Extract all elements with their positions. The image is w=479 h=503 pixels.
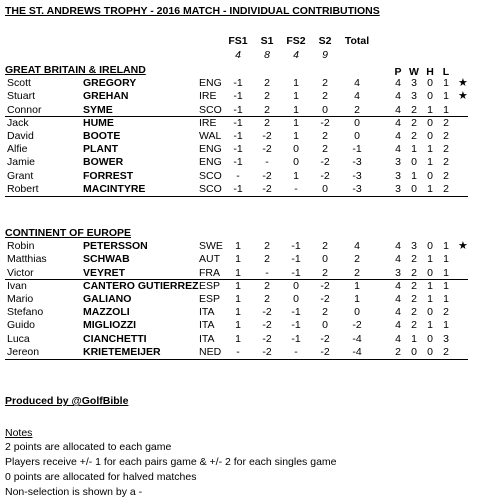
player-last-name: MAZZOLI [83,306,130,319]
score-s2: 2 [322,143,328,156]
player-last-name: VEYRET [83,266,126,279]
record-w: 3 [411,90,417,103]
team-name: GREAT BRITAIN & IRELAND [5,64,146,76]
record-l: 1 [443,319,449,332]
record-h: 1 [427,103,433,116]
score-total: -3 [352,182,362,195]
score-fs2: 1 [293,77,299,90]
page-title: THE ST. ANDREWS TROPHY - 2016 MATCH - INDIVIDUAL CONTRIBUTIONS [5,5,380,17]
record-w: 2 [411,279,417,292]
score-fs1: -1 [233,103,243,116]
player-country: ENG [199,156,222,169]
player-country: SCO [199,169,222,182]
record-l: 2 [443,156,449,169]
session-header: S1 [260,35,274,47]
record-w: 3 [411,77,417,90]
record-w: 1 [411,169,417,182]
record-l: 1 [443,240,449,253]
record-p: 2 [395,345,401,358]
score-fs2: -1 [291,253,301,266]
score-fs2: 0 [293,143,299,156]
player-country: ENG [199,143,222,156]
score-total: -2 [352,319,362,332]
row-divider [5,116,468,117]
player-first-name: Matthias [7,253,47,266]
score-s1: 2 [264,293,270,305]
score-s2: 2 [322,130,328,142]
row-divider [5,196,468,197]
star-icon: ★ [458,77,468,90]
score-s1: -2 [262,143,272,156]
player-last-name: BOOTE [83,130,121,142]
score-fs2: 1 [293,103,299,116]
record-l: 2 [443,169,449,182]
player-country: NED [199,345,222,358]
score-fs1: -1 [233,90,243,103]
score-s1: -2 [262,345,272,358]
session-games: 4 [235,49,241,61]
record-p: 3 [395,182,401,195]
player-first-name: Ivan [7,279,27,292]
record-h: 0 [427,345,433,358]
score-total: 4 [354,90,360,103]
player-first-name: Robert [7,182,39,195]
player-first-name: Victor [7,266,34,279]
score-fs2: 0 [293,293,299,305]
record-h: 0 [427,332,433,345]
score-s1: 2 [264,116,270,129]
record-w: 1 [411,143,417,156]
score-s2: -2 [320,345,330,358]
record-p: 4 [395,103,401,116]
player-last-name: CIANCHETTI [83,332,147,345]
record-h: 0 [427,169,433,182]
note-line: 2 points are allocated to each game [5,441,172,453]
record-p: 4 [395,116,401,129]
record-header: L [442,66,450,78]
record-header: W [409,66,419,78]
session-header: FS2 [286,35,306,47]
player-first-name: Scott [7,77,31,90]
score-total: 2 [354,266,360,279]
score-s2: 0 [322,182,328,195]
player-country: IRE [199,90,217,103]
player-country: SCO [199,103,222,116]
score-total: 1 [354,279,360,292]
player-first-name: Guido [7,319,36,332]
score-s2: -2 [320,332,330,345]
record-h: 1 [427,293,433,305]
player-last-name: GALIANO [83,293,132,305]
score-s1: -2 [262,306,272,319]
player-first-name: Alfie [7,143,28,156]
score-s1: 2 [264,253,270,266]
record-l: 1 [443,279,449,292]
score-total: 1 [354,293,360,305]
record-header: H [426,66,434,78]
player-first-name: Jack [7,116,29,129]
record-l: 2 [443,130,449,142]
record-p: 3 [395,169,401,182]
score-s1: -2 [262,130,272,142]
score-fs1: -1 [233,116,243,129]
score-total: -4 [352,332,362,345]
session-games: 4 [293,49,299,61]
record-w: 0 [411,345,417,358]
record-h: 0 [427,90,433,103]
score-s1: -2 [262,332,272,345]
record-l: 2 [443,116,449,129]
player-first-name: Luca [7,332,30,345]
score-fs1: -1 [233,77,243,90]
record-w: 2 [411,319,417,332]
record-h: 1 [427,156,433,169]
score-total: 4 [354,77,360,90]
star-icon: ★ [458,90,468,103]
player-first-name: Robin [7,240,35,253]
score-fs2: 0 [293,279,299,292]
player-last-name: PETERSSON [83,240,148,253]
record-l: 2 [443,306,449,319]
row-divider [5,359,468,360]
score-total: -4 [352,345,362,358]
record-w: 0 [411,182,417,195]
score-s2: 2 [322,77,328,90]
score-fs2: 1 [293,116,299,129]
score-fs1: - [236,169,240,182]
score-s1: 2 [264,279,270,292]
score-s1: -2 [262,182,272,195]
score-s2: -2 [320,169,330,182]
player-country: SWE [199,240,223,253]
record-p: 3 [395,266,401,279]
player-last-name: SYME [83,103,113,116]
score-s1: -2 [262,169,272,182]
record-l: 1 [443,293,449,305]
row-divider [5,279,468,280]
score-s2: 0 [322,319,328,332]
session-header: S2 [318,35,332,47]
score-s2: -2 [320,116,330,129]
score-total: 0 [354,306,360,319]
player-last-name: CANTERO GUTIERREZ [83,279,199,292]
record-h: 0 [427,130,433,142]
player-first-name: Connor [7,103,42,116]
record-h: 0 [427,240,433,253]
record-p: 4 [395,130,401,142]
score-fs1: 1 [235,279,241,292]
player-first-name: Stefano [7,306,44,319]
score-fs1: -1 [233,143,243,156]
score-fs1: - [236,345,240,358]
notes-heading: Notes [5,427,33,439]
team-name: CONTINENT OF EUROPE [5,227,132,239]
score-fs1: 1 [235,332,241,345]
player-first-name: Stuart [7,90,36,103]
record-w: 2 [411,266,417,279]
record-p: 4 [395,319,401,332]
player-last-name: KRIETEMEIJER [83,345,161,358]
record-l: 2 [443,345,449,358]
record-l: 1 [443,90,449,103]
record-h: 1 [427,143,433,156]
score-fs1: 1 [235,266,241,279]
score-total: 4 [354,240,360,253]
score-fs2: -1 [291,266,301,279]
score-fs1: 1 [235,319,241,332]
record-h: 1 [427,319,433,332]
player-last-name: FORREST [83,169,134,182]
score-total: 0 [354,116,360,129]
score-total: -3 [352,169,362,182]
score-fs1: -1 [233,130,243,142]
credit: Produced by @GolfBible [5,395,129,407]
record-h: 0 [427,116,433,129]
record-w: 0 [411,156,417,169]
record-l: 1 [443,103,449,116]
score-fs2: - [294,345,298,358]
record-p: 4 [395,306,401,319]
session-header: FS1 [228,35,248,47]
record-p: 4 [395,90,401,103]
record-h: 0 [427,306,433,319]
player-country: AUT [199,253,220,266]
note-line: Non-selection is shown by a - [5,486,143,498]
player-country: IRE [199,116,217,129]
score-s1: - [265,156,269,169]
session-games: 8 [264,49,270,61]
record-h: 0 [427,77,433,90]
player-last-name: MACINTYRE [83,182,146,195]
player-country: ESP [199,293,221,305]
record-p: 4 [395,332,401,345]
score-s2: 2 [322,90,328,103]
player-country: SCO [199,182,222,195]
player-last-name: GREGORY [83,77,137,90]
record-p: 4 [395,143,401,156]
record-h: 1 [427,279,433,292]
player-first-name: Grant [7,169,34,182]
record-h: 0 [427,266,433,279]
player-country: ITA [199,332,215,345]
score-fs2: 1 [293,169,299,182]
record-w: 2 [411,130,417,142]
score-s1: - [265,266,269,279]
record-w: 2 [411,103,417,116]
player-last-name: PLANT [83,143,118,156]
score-fs1: -1 [233,156,243,169]
player-first-name: Mario [7,293,34,305]
score-s1: 2 [264,103,270,116]
record-l: 1 [443,77,449,90]
record-l: 1 [443,266,449,279]
record-w: 2 [411,306,417,319]
player-first-name: Jereon [7,345,40,358]
record-w: 2 [411,253,417,266]
score-fs1: 1 [235,306,241,319]
score-s2: -2 [320,279,330,292]
record-l: 2 [443,182,449,195]
score-fs1: -1 [233,182,243,195]
score-s1: -2 [262,319,272,332]
score-total: 2 [354,103,360,116]
player-last-name: BOWER [83,156,124,169]
player-first-name: Jamie [7,156,36,169]
score-total: 2 [354,253,360,266]
player-first-name: David [7,130,34,142]
player-country: FRA [199,266,220,279]
score-s2: 2 [322,240,328,253]
note-line: 0 points are allocated for halved matches [5,471,197,483]
player-country: WAL [199,130,222,142]
score-fs2: -1 [291,319,301,332]
score-s2: -2 [320,156,330,169]
player-last-name: SCHWAB [83,253,130,266]
score-s2: 2 [322,306,328,319]
record-header: P [394,66,402,78]
record-w: 2 [411,116,417,129]
record-l: 3 [443,332,449,345]
score-fs2: 1 [293,130,299,142]
score-s2: 0 [322,253,328,266]
session-games: 9 [322,49,328,61]
score-fs1: 1 [235,293,241,305]
score-total: -3 [352,156,362,169]
record-p: 4 [395,293,401,305]
record-p: 4 [395,279,401,292]
record-l: 1 [443,253,449,266]
note-line: Players receive +/- 1 for each pairs game & +/- 2 for each singles game [5,456,337,468]
record-w: 3 [411,240,417,253]
player-country: ITA [199,319,215,332]
score-fs1: 1 [235,240,241,253]
player-last-name: GREHAN [83,90,129,103]
score-fs2: -1 [291,332,301,345]
player-last-name: MIGLIOZZI [83,319,137,332]
score-s2: 0 [322,103,328,116]
record-w: 1 [411,332,417,345]
record-p: 4 [395,77,401,90]
record-w: 2 [411,293,417,305]
score-fs2: -1 [291,240,301,253]
player-country: ITA [199,306,215,319]
score-total: 0 [354,130,360,142]
record-h: 1 [427,182,433,195]
record-p: 3 [395,156,401,169]
player-country: ESP [199,279,221,292]
record-h: 1 [427,253,433,266]
record-p: 4 [395,240,401,253]
score-total: -1 [352,143,362,156]
score-s1: 2 [264,240,270,253]
score-s2: -2 [320,293,330,305]
score-fs2: 0 [293,156,299,169]
star-icon: ★ [458,240,468,253]
score-fs2: - [294,182,298,195]
score-fs1: 1 [235,253,241,266]
score-s2: 2 [322,266,328,279]
record-l: 2 [443,143,449,156]
record-p: 4 [395,253,401,266]
score-s1: 2 [264,90,270,103]
score-s1: 2 [264,77,270,90]
total-header: Total [344,35,370,47]
score-fs2: 1 [293,90,299,103]
player-last-name: HUME [83,116,114,129]
score-fs2: -1 [291,306,301,319]
player-country: ENG [199,77,222,90]
